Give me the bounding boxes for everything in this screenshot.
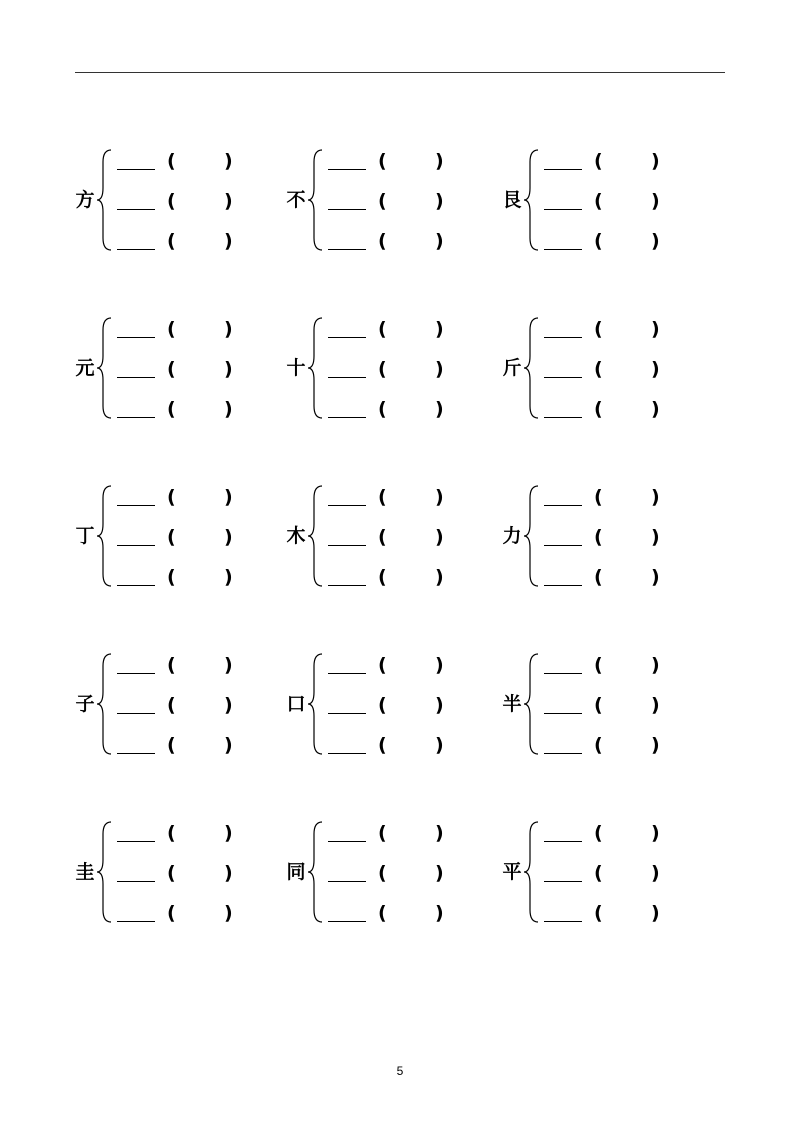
left-paren: ( xyxy=(594,902,603,924)
char-group xyxy=(73,820,273,930)
right-paren: ) xyxy=(435,822,444,844)
right-paren: ) xyxy=(224,822,233,844)
right-paren: ) xyxy=(224,358,233,380)
right-paren: ) xyxy=(435,862,444,884)
left-paren: ( xyxy=(378,318,387,340)
char-group xyxy=(284,652,484,762)
left-paren: ( xyxy=(594,734,603,756)
answer-line xyxy=(117,820,287,850)
answer-line xyxy=(328,732,498,762)
answer-line xyxy=(544,820,714,850)
word-blank[interactable] xyxy=(117,209,155,210)
base-character: 丁 xyxy=(75,525,95,547)
curly-brace-icon xyxy=(95,148,115,252)
word-blank[interactable] xyxy=(544,505,582,506)
answer-line xyxy=(544,900,714,930)
right-paren: ) xyxy=(435,526,444,548)
answer-line xyxy=(544,356,714,386)
answer-line xyxy=(117,564,287,594)
left-paren: ( xyxy=(594,398,603,420)
base-character: 半 xyxy=(502,693,522,715)
answer-line xyxy=(328,900,498,930)
word-blank[interactable] xyxy=(544,585,582,586)
curly-brace-icon xyxy=(306,652,326,756)
right-paren: ) xyxy=(435,190,444,212)
base-character: 平 xyxy=(502,861,522,883)
left-paren: ( xyxy=(378,398,387,420)
word-blank[interactable] xyxy=(328,417,366,418)
word-blank[interactable] xyxy=(117,881,155,882)
word-blank[interactable] xyxy=(328,753,366,754)
right-paren: ) xyxy=(651,734,660,756)
left-paren: ( xyxy=(594,230,603,252)
left-paren: ( xyxy=(378,734,387,756)
char-group xyxy=(500,484,700,594)
answer-line xyxy=(328,228,498,258)
base-character: 木 xyxy=(286,525,306,547)
left-paren: ( xyxy=(594,486,603,508)
answer-line xyxy=(544,484,714,514)
word-blank[interactable] xyxy=(544,921,582,922)
left-paren: ( xyxy=(167,822,176,844)
word-blank[interactable] xyxy=(544,753,582,754)
word-blank[interactable] xyxy=(117,713,155,714)
word-blank[interactable] xyxy=(544,881,582,882)
answer-line xyxy=(328,356,498,386)
answer-line xyxy=(117,228,287,258)
right-paren: ) xyxy=(435,902,444,924)
word-blank[interactable] xyxy=(328,209,366,210)
word-blank[interactable] xyxy=(328,249,366,250)
left-paren: ( xyxy=(594,654,603,676)
answer-line xyxy=(544,396,714,426)
base-character: 方 xyxy=(75,189,95,211)
right-paren: ) xyxy=(651,358,660,380)
base-character: 圭 xyxy=(75,861,95,883)
right-paren: ) xyxy=(435,486,444,508)
char-group xyxy=(500,316,700,426)
left-paren: ( xyxy=(378,230,387,252)
answer-line xyxy=(117,396,287,426)
curly-brace-icon xyxy=(522,652,542,756)
base-character: 子 xyxy=(75,693,95,715)
char-group xyxy=(500,148,700,258)
right-paren: ) xyxy=(651,486,660,508)
left-paren: ( xyxy=(378,566,387,588)
answer-line xyxy=(117,652,287,682)
right-paren: ) xyxy=(435,398,444,420)
word-blank[interactable] xyxy=(117,505,155,506)
left-paren: ( xyxy=(167,150,176,172)
word-blank[interactable] xyxy=(544,713,582,714)
curly-brace-icon xyxy=(95,820,115,924)
right-paren: ) xyxy=(224,734,233,756)
curly-brace-icon xyxy=(306,484,326,588)
answer-line xyxy=(328,860,498,890)
answer-line xyxy=(117,524,287,554)
word-blank[interactable] xyxy=(328,673,366,674)
left-paren: ( xyxy=(167,862,176,884)
left-paren: ( xyxy=(167,694,176,716)
right-paren: ) xyxy=(224,654,233,676)
base-character: 斤 xyxy=(502,357,522,379)
right-paren: ) xyxy=(435,654,444,676)
curly-brace-icon xyxy=(306,820,326,924)
word-blank[interactable] xyxy=(328,337,366,338)
right-paren: ) xyxy=(224,230,233,252)
word-blank[interactable] xyxy=(328,841,366,842)
word-blank[interactable] xyxy=(117,249,155,250)
left-paren: ( xyxy=(378,150,387,172)
char-group xyxy=(73,316,273,426)
curly-brace-icon xyxy=(522,820,542,924)
curly-brace-icon xyxy=(306,148,326,252)
answer-line xyxy=(544,524,714,554)
left-paren: ( xyxy=(378,190,387,212)
left-paren: ( xyxy=(594,566,603,588)
base-character: 十 xyxy=(286,357,306,379)
word-blank[interactable] xyxy=(544,209,582,210)
answer-line xyxy=(117,316,287,346)
answer-line xyxy=(328,148,498,178)
word-blank[interactable] xyxy=(328,377,366,378)
left-paren: ( xyxy=(378,526,387,548)
right-paren: ) xyxy=(651,190,660,212)
left-paren: ( xyxy=(378,902,387,924)
char-group xyxy=(500,820,700,930)
answer-line xyxy=(544,732,714,762)
right-paren: ) xyxy=(651,526,660,548)
word-blank[interactable] xyxy=(117,673,155,674)
right-paren: ) xyxy=(224,862,233,884)
base-character: 元 xyxy=(75,357,95,379)
word-blank[interactable] xyxy=(117,921,155,922)
left-paren: ( xyxy=(167,230,176,252)
right-paren: ) xyxy=(224,902,233,924)
word-blank[interactable] xyxy=(117,377,155,378)
curly-brace-icon xyxy=(95,316,115,420)
right-paren: ) xyxy=(224,398,233,420)
word-blank[interactable] xyxy=(544,249,582,250)
char-group xyxy=(284,484,484,594)
answer-line xyxy=(117,900,287,930)
word-blank[interactable] xyxy=(544,545,582,546)
right-paren: ) xyxy=(651,566,660,588)
right-paren: ) xyxy=(651,318,660,340)
left-paren: ( xyxy=(167,526,176,548)
left-paren: ( xyxy=(167,734,176,756)
right-paren: ) xyxy=(651,150,660,172)
curly-brace-icon xyxy=(522,484,542,588)
left-paren: ( xyxy=(167,654,176,676)
answer-line xyxy=(544,228,714,258)
left-paren: ( xyxy=(378,862,387,884)
answer-line xyxy=(328,820,498,850)
right-paren: ) xyxy=(435,318,444,340)
word-blank[interactable] xyxy=(544,169,582,170)
right-paren: ) xyxy=(651,398,660,420)
curly-brace-icon xyxy=(95,652,115,756)
right-paren: ) xyxy=(435,734,444,756)
char-group xyxy=(284,148,484,258)
curly-brace-icon xyxy=(306,316,326,420)
answer-line xyxy=(544,148,714,178)
right-paren: ) xyxy=(651,822,660,844)
base-character: 口 xyxy=(286,693,306,715)
left-paren: ( xyxy=(378,358,387,380)
word-blank[interactable] xyxy=(117,337,155,338)
curly-brace-icon xyxy=(95,484,115,588)
char-group xyxy=(284,316,484,426)
right-paren: ) xyxy=(224,526,233,548)
right-paren: ) xyxy=(224,190,233,212)
answer-line xyxy=(544,316,714,346)
answer-line xyxy=(328,316,498,346)
char-group xyxy=(284,820,484,930)
left-paren: ( xyxy=(167,486,176,508)
answer-line xyxy=(117,732,287,762)
right-paren: ) xyxy=(651,230,660,252)
word-blank[interactable] xyxy=(328,169,366,170)
word-blank[interactable] xyxy=(328,505,366,506)
word-blank[interactable] xyxy=(117,585,155,586)
right-paren: ) xyxy=(224,486,233,508)
answer-line xyxy=(544,188,714,218)
left-paren: ( xyxy=(594,150,603,172)
word-blank[interactable] xyxy=(544,841,582,842)
answer-line xyxy=(328,484,498,514)
left-paren: ( xyxy=(378,694,387,716)
answer-line xyxy=(117,356,287,386)
word-blank[interactable] xyxy=(328,585,366,586)
left-paren: ( xyxy=(167,398,176,420)
right-paren: ) xyxy=(435,230,444,252)
char-group xyxy=(500,652,700,762)
answer-line xyxy=(328,564,498,594)
left-paren: ( xyxy=(167,902,176,924)
left-paren: ( xyxy=(167,318,176,340)
word-blank[interactable] xyxy=(328,881,366,882)
word-blank[interactable] xyxy=(328,545,366,546)
left-paren: ( xyxy=(594,190,603,212)
answer-line xyxy=(328,396,498,426)
left-paren: ( xyxy=(167,190,176,212)
left-paren: ( xyxy=(594,358,603,380)
right-paren: ) xyxy=(435,694,444,716)
answer-line xyxy=(328,188,498,218)
word-blank[interactable] xyxy=(544,377,582,378)
right-paren: ) xyxy=(224,318,233,340)
word-blank[interactable] xyxy=(544,673,582,674)
answer-line xyxy=(544,652,714,682)
word-blank[interactable] xyxy=(328,713,366,714)
word-blank[interactable] xyxy=(117,545,155,546)
answer-line xyxy=(117,484,287,514)
right-paren: ) xyxy=(651,902,660,924)
answer-line xyxy=(328,524,498,554)
right-paren: ) xyxy=(224,694,233,716)
word-blank[interactable] xyxy=(544,337,582,338)
page-number: 5 xyxy=(396,1064,404,1078)
left-paren: ( xyxy=(378,486,387,508)
answer-line xyxy=(544,692,714,722)
curly-brace-icon xyxy=(522,316,542,420)
word-blank[interactable] xyxy=(328,921,366,922)
base-character: 力 xyxy=(502,525,522,547)
answer-line xyxy=(544,564,714,594)
left-paren: ( xyxy=(594,526,603,548)
answer-line xyxy=(117,188,287,218)
answer-line xyxy=(328,652,498,682)
left-paren: ( xyxy=(167,358,176,380)
left-paren: ( xyxy=(594,822,603,844)
answer-line xyxy=(117,692,287,722)
left-paren: ( xyxy=(167,566,176,588)
word-blank[interactable] xyxy=(544,417,582,418)
base-character: 不 xyxy=(286,189,306,211)
right-paren: ) xyxy=(651,694,660,716)
char-group xyxy=(73,148,273,258)
char-group xyxy=(73,652,273,762)
word-blank[interactable] xyxy=(117,169,155,170)
left-paren: ( xyxy=(594,862,603,884)
char-group xyxy=(73,484,273,594)
answer-line xyxy=(544,860,714,890)
right-paren: ) xyxy=(435,358,444,380)
left-paren: ( xyxy=(594,694,603,716)
base-character: 同 xyxy=(286,861,306,883)
word-blank[interactable] xyxy=(117,417,155,418)
right-paren: ) xyxy=(651,862,660,884)
base-character: 艮 xyxy=(502,189,522,211)
left-paren: ( xyxy=(378,822,387,844)
right-paren: ) xyxy=(224,566,233,588)
word-blank[interactable] xyxy=(117,753,155,754)
answer-line xyxy=(117,148,287,178)
answer-line xyxy=(117,860,287,890)
right-paren: ) xyxy=(435,566,444,588)
right-paren: ) xyxy=(224,150,233,172)
answer-line xyxy=(328,692,498,722)
left-paren: ( xyxy=(378,654,387,676)
curly-brace-icon xyxy=(522,148,542,252)
word-blank[interactable] xyxy=(117,841,155,842)
left-paren: ( xyxy=(594,318,603,340)
right-paren: ) xyxy=(651,654,660,676)
right-paren: ) xyxy=(435,150,444,172)
